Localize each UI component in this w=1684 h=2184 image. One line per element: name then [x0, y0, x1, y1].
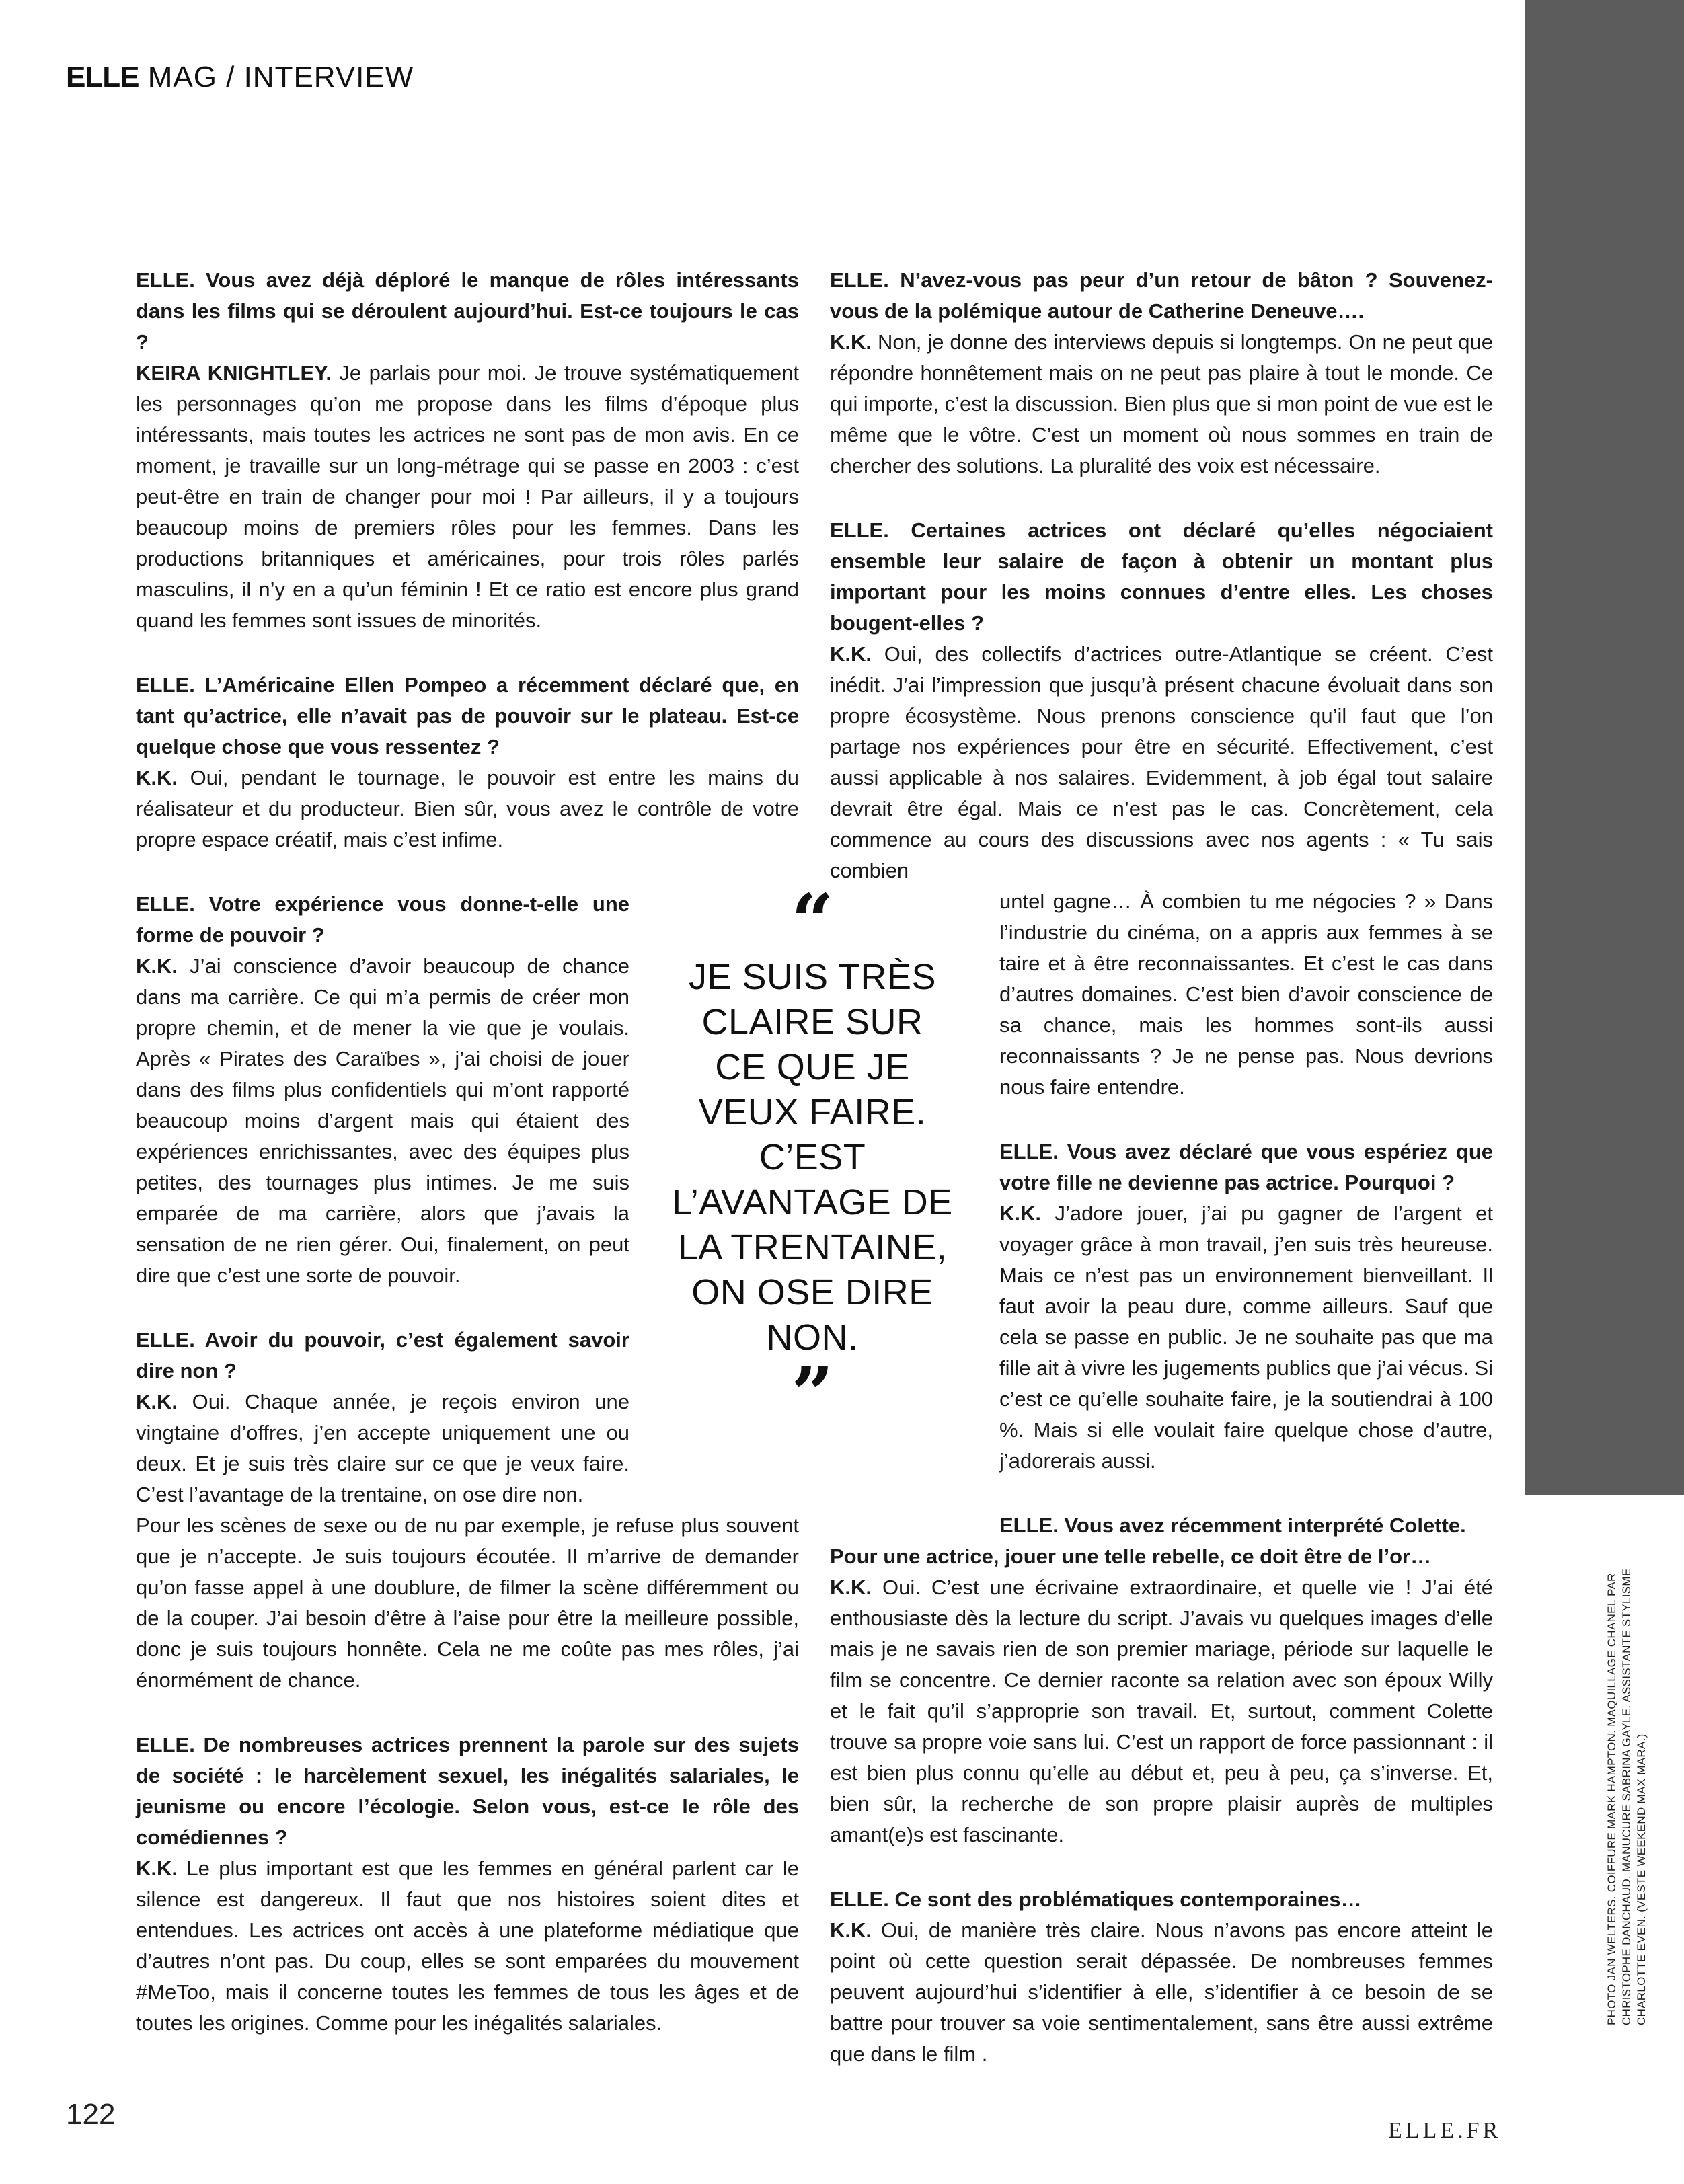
credit-line-2: CHRISTOPHE DANCHAUD. MANUCURE SABRINA GAYLE. ASSISTANTE STYLISME — [1620, 1568, 1633, 2025]
answer-text: Oui, des collectifs d’actrices outre-Atlantique se créent. C’est inédit. J’ai l’impression que jusqu’à présent chacune évoluait dans son propre écosystème. Nous prenons conscience qu’il faut que l’on partage nos expériences pour être en sécurité. Effectivement, c’est aussi applicable à nos salaires. Evidemment, à job égal tout salaire devrait être égal. Mais ce n’est pas le cas. Concrètement, cela commence au cours des discussions avec nos agents : « Tu sais combien — [830, 642, 1493, 882]
answer — [136, 358, 799, 636]
qa-block — [136, 670, 799, 855]
speaker: K.K. — [830, 1575, 872, 1599]
close-quote-mark: ” — [791, 1350, 834, 1437]
speaker: K.K. — [136, 1390, 178, 1413]
answer-continued: untel gagne… À combien tu me négocies ? » Dans l’industrie du cinéma, on a appris aux femmes à se taire et à être reconnaissantes. Et c’est le cas dans d’autres domaines. C’est bien d’avoir conscience de sa chance, mais les hommes sont-ils aussi reconnaissants ? Je ne pense pas. Nous devrions nous faire entendre. — [999, 890, 1493, 1099]
question: ELLE. Vous avez déclaré que vous espériez que votre fille ne devienne pas actrice. Pourquoi ? — [999, 1140, 1493, 1194]
answer-text: Oui. C’est une écrivaine extraordinaire, et quelle vie ! J’ai été enthousiaste dès la lecture du script. J’avais vu quelques images d’elle mais je ne savais rien de son premier mariage, période sur laquelle le film se concentre. Ce dernier raconte sa relation avec son époux Willy et le fait qu’il s’approprie son travail. Et, surtout, comment Colette trouve sa propre voie sans lui. C’est un rapport de force passionnant : il est bien plus connu qu’elle au début et, peu à peu, ça s’inverse. Et, bien sûr, la recherche de son propre plaisir auprès de multiples amant(e)s est fascinante. — [830, 1575, 1493, 1846]
answer-text: Non, je donne des interviews depuis si longtemps. On ne peut que répondre honnêtement mais on ne peut pas plaire à tout le monde. Ce qui importe, c’est la discussion. Bien plus que si mon point de vue est le même que le vôtre. C’est un moment où nous sommes en train de chercher des solutions. La pluralité des voix est nécessaire. — [830, 330, 1493, 477]
question: ELLE. Vous avez déjà déploré le manque de rôles intéressants dans les films qui se déroulent aujourd’hui. Est-ce toujours le cas ? — [136, 268, 799, 354]
answer — [136, 951, 629, 1291]
speaker: K.K. — [136, 1857, 178, 1880]
qa-block — [830, 1884, 1493, 2070]
answer — [830, 1915, 1493, 2070]
qa-block — [830, 515, 1493, 1103]
speaker: K.K. — [830, 1918, 872, 1942]
gray-side-bar — [1525, 0, 1684, 1495]
answer-text: Oui, de manière très claire. Nous n’avons pas encore atteint le point où cette question serait dépassée. De nombreuses femmes peuvent aujourd’hui s’identifier à elle, s’identifier à ce besoin de se battre pour trouver sa voie sentimentalement, sans être aussi extrême que dans le film . — [830, 1918, 1493, 2066]
answer-text: Le plus important est que les femmes en général parlent car le silence est dangereux. Il faut que nos histoires soient dites et entendues. Les actrices ont accès à une plateforme médiatique que d’autres n’ont pas. Du coup, elles se sont emparées du mouvement #MeToo, mais il concerne toutes les femmes de tous les âges et de toutes les origines. Comme pour les inégalités salariales. — [136, 1857, 799, 2035]
question: ELLE. De nombreuses actrices prennent la parole sur des sujets de société : le harcèlement sexuel, les inégalités salariales, le jeunisme ou encore l’écologie. Selon vous, est-ce le rôle des comédiennes ? — [136, 1733, 799, 1849]
question: ELLE. Certaines actrices ont déclaré qu’elles négociaient ensemble leur salaire de façon à obtenir un montant plus important pour les moins connues d’entre elles. Les choses bougent-elles ? — [830, 518, 1493, 635]
qa-block — [999, 1136, 1493, 1477]
speaker: K.K. — [830, 642, 872, 666]
question: ELLE. Avoir du pouvoir, c’est également savoir dire non ? — [136, 1328, 629, 1382]
question: ELLE. L’Américaine Ellen Pompeo a récemment déclaré que, en tant qu’actrice, elle n’avait pas de pouvoir sur le plateau. Est-ce quelque chose que vous ressentez ? — [136, 673, 799, 758]
question-continued: Pour une actrice, jouer une telle rebelle, ce doit être de l’or… — [830, 1545, 1432, 1568]
qa-block — [830, 265, 1493, 481]
answer — [136, 1387, 629, 1510]
qa-block — [136, 889, 629, 1291]
masthead-brand: ELLE — [66, 61, 139, 93]
answer — [830, 327, 1493, 481]
page-number: 122 — [66, 2098, 116, 2131]
qa-block — [830, 1510, 1493, 1850]
masthead — [66, 61, 414, 94]
answer-text: Je parlais pour moi. Je trouve systématiquement les personnages qu’on me propose dans les films d’époque plus intéressants, mais toutes les actrices ne sont pas de mon avis. En ce moment, je travaille sur un long-métrage qui se passe en 2003 : c’est peut-être en train de changer pour moi ! Par ailleurs, il y a toujours beaucoup moins de premiers rôles pour les femmes. Dans les productions britanniques et américaines, pour trois rôles parlés masculins, il n’y en a qu’un féminin ! Et ce ratio est encore plus grand quand les femmes sont issues de minorités. — [136, 361, 799, 632]
speaker: K.K. — [999, 1202, 1041, 1225]
answer — [830, 1572, 1493, 1850]
pull-quote-text: JE SUIS TRÈS CLAIRE SUR CE QUE JE VEUX FAIRE. C’EST L’AVANTAGE DE LA TRENTAINE, ON OSE DIRE NON. — [672, 957, 953, 1358]
credit-line-1: PHOTO JAN WELTERS. COIFFURE MARK HAMPTON. MAQUILLAGE CHANEL PAR — [1605, 1573, 1618, 2025]
masthead-section: MAG / INTERVIEW — [147, 61, 414, 93]
question: ELLE. Vous avez récemment interprété Colette. — [999, 1514, 1466, 1537]
qa-block — [136, 265, 799, 636]
speaker: KEIRA KNIGHTLEY. — [136, 361, 332, 385]
answer-text: Oui. Chaque année, je reçois environ une vingtaine d’offres, j’en accepte uniquement une ou deux. Et je suis très claire sur ce que je veux faire. C’est l’avantage de la trentaine, on ose dire non. — [136, 1390, 629, 1506]
answer — [830, 639, 1493, 886]
answer-text: J’ai conscience d’avoir beaucoup de chance dans ma carrière. Ce qui m’a permis de créer mon propre chemin, et de mener la vie que je voulais. Après « Pirates des Caraïbes », j’ai choisi de jouer dans des films plus confidentiels qui m’ont rapporté beaucoup moins d’argent mais qui étaient des expériences enrichissantes, avec des équipes plus petites, des tournages plus intimes. Je me suis emparée de ma carrière, alors que j’avais la sensation de ne rien gérer. Oui, finalement, on peut dire que c’est une sorte de pouvoir. — [136, 954, 629, 1287]
answer-text: Oui, pendant le tournage, le pouvoir est entre les mains du réalisateur et du producteur. Bien sûr, vous avez le contrôle de votre propre espace créatif, mais c’est infime. — [136, 766, 799, 851]
right-column — [830, 265, 1493, 2103]
credit-line-3: CHARLOTTE EVEN. (VESTE WEEKEND MAX MARA.) — [1635, 1733, 1648, 2025]
answer-text: J’adore jouer, j’ai pu gagner de l’argent et voyager grâce à mon travail, j’en suis très heureuse. Mais ce n’est pas un environnement bienveillant. Il faut avoir la peau dure, comme ailleurs. Sauf que cela se passe en public. Je ne souhaite pas que ma fille ait à vivre les jugements publics que j’ai vécus. Si c’est ce qu’elle souhaite faire, je la soutiendrai à 100 %. Mais si elle voulait faire quelque chose d’autre, j’adorerais aussi. — [999, 1202, 1494, 1473]
qa-block — [136, 1729, 799, 2039]
question: ELLE. Ce sont des problématiques contemporaines… — [830, 1887, 1362, 1911]
question: ELLE. Votre expérience vous donne-t-elle une forme de pouvoir ? — [136, 892, 629, 947]
answer — [999, 1198, 1493, 1477]
speaker: K.K. — [830, 330, 872, 354]
speaker: K.K. — [136, 954, 178, 978]
answer — [136, 763, 799, 855]
answer-continued: Pour les scènes de sexe ou de nu par exemple, je refuse plus souvent que je n’accepte. Je suis toujours écoutée. Il m’arrive de demander qu’on fasse appel à une doublure, de filmer la scène différemment ou de la couper. J’ai besoin d’être à l’aise pour être la meilleure possible, donc je suis toujours honnête. Cela ne me coûte pas mes rôles, j’ai énormément de chance. — [136, 1514, 799, 1692]
question: ELLE. N’avez-vous pas peur d’un retour de bâton ? Souvenez-vous de la polémique autour de Catherine Deneuve…. — [830, 268, 1493, 323]
open-quote-mark: “ — [791, 878, 834, 964]
footer-brand: ELLE.FR — [1388, 2118, 1502, 2143]
answer — [136, 1853, 799, 2039]
speaker: K.K. — [136, 766, 178, 789]
